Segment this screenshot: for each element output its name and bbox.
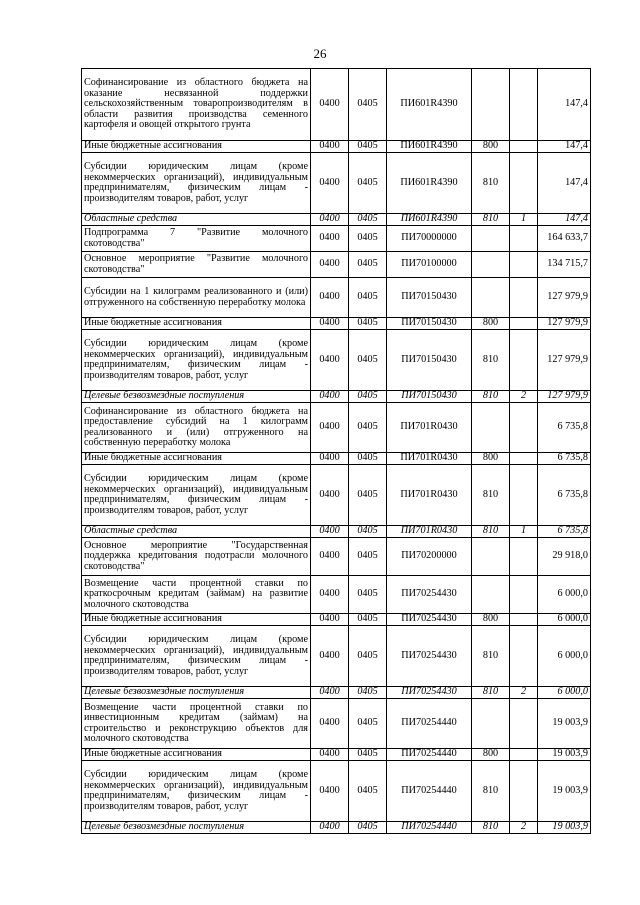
amount-cell: 147,4	[538, 153, 591, 214]
amount-cell: 19 003,9	[538, 822, 591, 834]
expense-type-cell: 810	[472, 391, 510, 403]
expense-type-cell: 810	[472, 465, 510, 526]
subsection-code-cell: 0405	[349, 226, 387, 252]
section-code-cell: 0400	[311, 538, 349, 576]
row-name-cell: Субсидии юридическим лицам (кроме некоммерческих организаций), индивидуальным предпринимателям, физическим лицам - производителям товаров, работ, услуг	[82, 330, 311, 391]
target-article-cell: ПИ70150430	[387, 391, 472, 403]
expense-type-cell	[472, 403, 510, 453]
expense-type-cell: 810	[472, 214, 510, 226]
section-code-cell: 0400	[311, 153, 349, 214]
table-row	[82, 749, 591, 761]
target-article-cell: ПИ70254440	[387, 761, 472, 822]
target-article-cell: ПИ601R4390	[387, 69, 472, 141]
table-row	[82, 391, 591, 403]
row-name-cell: Целевые безвозмездные поступления	[82, 687, 311, 699]
funding-source-cell	[510, 330, 538, 391]
amount-cell: 6 735,8	[538, 465, 591, 526]
subsection-code-cell: 0405	[349, 699, 387, 749]
row-name-cell: Субсидии юридическим лицам (кроме некоммерческих организаций), индивидуальным предпринимателям, физическим лицам - производителям товаров, работ, услуг	[82, 153, 311, 214]
subsection-code-cell: 0405	[349, 761, 387, 822]
target-article-cell: ПИ70254440	[387, 699, 472, 749]
target-article-cell: ПИ70254430	[387, 626, 472, 687]
target-article-cell: ПИ70254430	[387, 687, 472, 699]
table-row	[82, 626, 591, 687]
section-code-cell: 0400	[311, 330, 349, 391]
section-code-cell: 0400	[311, 699, 349, 749]
amount-cell: 6 735,8	[538, 403, 591, 453]
table-row	[82, 526, 591, 538]
section-code-cell: 0400	[311, 749, 349, 761]
table-row	[82, 403, 591, 453]
section-code-cell: 0400	[311, 141, 349, 153]
subsection-code-cell: 0405	[349, 69, 387, 141]
target-article-cell: ПИ70254430	[387, 614, 472, 626]
subsection-code-cell: 0405	[349, 318, 387, 330]
target-article-cell: ПИ70150430	[387, 278, 472, 318]
table-row	[82, 822, 591, 834]
subsection-code-cell: 0405	[349, 252, 387, 278]
table-row	[82, 141, 591, 153]
subsection-code-cell: 0405	[349, 749, 387, 761]
expense-type-cell: 810	[472, 330, 510, 391]
amount-cell: 164 633,7	[538, 226, 591, 252]
amount-cell: 19 003,9	[538, 699, 591, 749]
expense-type-cell	[472, 576, 510, 614]
row-name-cell: Субсидии юридическим лицам (кроме некоммерческих организаций), индивидуальным предпринимателям, физическим лицам - производителям товаров, работ, услуг	[82, 626, 311, 687]
expense-type-cell: 800	[472, 614, 510, 626]
table-row	[82, 278, 591, 318]
amount-cell: 147,4	[538, 214, 591, 226]
subsection-code-cell: 0405	[349, 141, 387, 153]
table-row	[82, 318, 591, 330]
budget-table-body	[82, 69, 591, 834]
funding-source-cell	[510, 761, 538, 822]
section-code-cell: 0400	[311, 403, 349, 453]
funding-source-cell	[510, 278, 538, 318]
funding-source-cell	[510, 403, 538, 453]
subsection-code-cell: 0405	[349, 214, 387, 226]
funding-source-cell: 2	[510, 822, 538, 834]
subsection-code-cell: 0405	[349, 626, 387, 687]
row-name-cell: Субсидии юридическим лицам (кроме некоммерческих организаций), индивидуальным предпринимателям, физическим лицам - производителям товаров, работ, услуг	[82, 465, 311, 526]
row-name-cell: Субсидии на 1 килограмм реализованного и (или) отгруженного на собственную переработку молока	[82, 278, 311, 318]
amount-cell: 29 918,0	[538, 538, 591, 576]
funding-source-cell: 1	[510, 526, 538, 538]
target-article-cell: ПИ70254440	[387, 822, 472, 834]
amount-cell: 127 979,9	[538, 318, 591, 330]
funding-source-cell	[510, 749, 538, 761]
row-name-cell: Основное мероприятие "Государственная поддержка кредитования подотрасли молочного скотоводства"	[82, 538, 311, 576]
table-row	[82, 614, 591, 626]
expense-type-cell	[472, 538, 510, 576]
section-code-cell: 0400	[311, 761, 349, 822]
table-row	[82, 699, 591, 749]
funding-source-cell	[510, 538, 538, 576]
funding-source-cell	[510, 465, 538, 526]
target-article-cell: ПИ70000000	[387, 226, 472, 252]
target-article-cell: ПИ601R4390	[387, 153, 472, 214]
row-name-cell: Субсидии юридическим лицам (кроме некоммерческих организаций), индивидуальным предпринимателям, физическим лицам - производителям товаров, работ, услуг	[82, 761, 311, 822]
row-name-cell: Софинансирование из областного бюджета на оказание несвязанной поддержки сельскохозяйственным товаропроизводителям в области развития производства семенного картофеля и овощей открытого грунта	[82, 69, 311, 141]
expense-type-cell: 810	[472, 526, 510, 538]
amount-cell: 147,4	[538, 141, 591, 153]
target-article-cell: ПИ701R0430	[387, 465, 472, 526]
expense-type-cell	[472, 252, 510, 278]
amount-cell: 134 715,7	[538, 252, 591, 278]
section-code-cell: 0400	[311, 614, 349, 626]
table-row	[82, 252, 591, 278]
row-name-cell: Подпрограмма 7 "Развитие молочного скотоводства"	[82, 226, 311, 252]
section-code-cell: 0400	[311, 226, 349, 252]
expense-type-cell: 800	[472, 318, 510, 330]
funding-source-cell	[510, 699, 538, 749]
row-name-cell: Областные средства	[82, 526, 311, 538]
funding-source-cell	[510, 153, 538, 214]
funding-source-cell: 2	[510, 391, 538, 403]
expense-type-cell: 810	[472, 687, 510, 699]
amount-cell: 19 003,9	[538, 761, 591, 822]
row-name-cell: Основное мероприятие "Развитие молочного скотоводства"	[82, 252, 311, 278]
amount-cell: 147,4	[538, 69, 591, 141]
row-name-cell: Возмещение части процентной ставки по краткосрочным кредитам (займам) на развитие молочного скотоводства	[82, 576, 311, 614]
target-article-cell: ПИ70254430	[387, 576, 472, 614]
funding-source-cell	[510, 226, 538, 252]
expense-type-cell: 800	[472, 749, 510, 761]
expense-type-cell: 810	[472, 761, 510, 822]
amount-cell: 127 979,9	[538, 330, 591, 391]
table-row	[82, 153, 591, 214]
target-article-cell: ПИ70254440	[387, 749, 472, 761]
funding-source-cell	[510, 69, 538, 141]
table-row	[82, 453, 591, 465]
row-name-cell: Иные бюджетные ассигнования	[82, 318, 311, 330]
row-name-cell: Иные бюджетные ассигнования	[82, 141, 311, 153]
row-name-cell: Иные бюджетные ассигнования	[82, 614, 311, 626]
amount-cell: 6 000,0	[538, 687, 591, 699]
subsection-code-cell: 0405	[349, 614, 387, 626]
target-article-cell: ПИ70200000	[387, 538, 472, 576]
expense-type-cell: 800	[472, 453, 510, 465]
subsection-code-cell: 0405	[349, 526, 387, 538]
page-number: 26	[313, 46, 327, 61]
section-code-cell: 0400	[311, 278, 349, 318]
expense-type-cell	[472, 699, 510, 749]
amount-cell: 6 735,8	[538, 453, 591, 465]
funding-source-cell	[510, 626, 538, 687]
table-row	[82, 226, 591, 252]
target-article-cell: ПИ701R0430	[387, 526, 472, 538]
funding-source-cell: 2	[510, 687, 538, 699]
target-article-cell: ПИ70100000	[387, 252, 472, 278]
expense-type-cell	[472, 278, 510, 318]
section-code-cell: 0400	[311, 318, 349, 330]
target-article-cell: ПИ70150430	[387, 330, 472, 391]
funding-source-cell	[510, 252, 538, 278]
amount-cell: 6 000,0	[538, 626, 591, 687]
expense-type-cell: 810	[472, 822, 510, 834]
amount-cell: 127 979,9	[538, 278, 591, 318]
section-code-cell: 0400	[311, 626, 349, 687]
table-row	[82, 576, 591, 614]
section-code-cell: 0400	[311, 252, 349, 278]
subsection-code-cell: 0405	[349, 687, 387, 699]
amount-cell: 127 979,9	[538, 391, 591, 403]
row-name-cell: Целевые безвозмездные поступления	[82, 391, 311, 403]
row-name-cell: Возмещение части процентной ставки по инвестиционным кредитам (займам) на строительство и реконструкцию объектов для молочного скотоводства	[82, 699, 311, 749]
subsection-code-cell: 0405	[349, 403, 387, 453]
funding-source-cell	[510, 576, 538, 614]
row-name-cell: Целевые безвозмездные поступления	[82, 822, 311, 834]
row-name-cell: Иные бюджетные ассигнования	[82, 749, 311, 761]
funding-source-cell	[510, 318, 538, 330]
target-article-cell: ПИ601R4390	[387, 214, 472, 226]
funding-source-cell	[510, 453, 538, 465]
table-row	[82, 761, 591, 822]
table-row	[82, 214, 591, 226]
expense-type-cell: 810	[472, 626, 510, 687]
amount-cell: 6 000,0	[538, 576, 591, 614]
table-row	[82, 465, 591, 526]
subsection-code-cell: 0405	[349, 465, 387, 526]
subsection-code-cell: 0405	[349, 330, 387, 391]
funding-source-cell	[510, 141, 538, 153]
row-name-cell: Областные средства	[82, 214, 311, 226]
section-code-cell: 0400	[311, 69, 349, 141]
budget-table	[81, 68, 591, 834]
amount-cell: 6 735,8	[538, 526, 591, 538]
expense-type-cell: 800	[472, 141, 510, 153]
section-code-cell: 0400	[311, 391, 349, 403]
funding-source-cell	[510, 614, 538, 626]
expense-type-cell: 810	[472, 153, 510, 214]
table-row	[82, 687, 591, 699]
target-article-cell: ПИ70150430	[387, 318, 472, 330]
section-code-cell: 0400	[311, 465, 349, 526]
funding-source-cell: 1	[510, 214, 538, 226]
section-code-cell: 0400	[311, 576, 349, 614]
subsection-code-cell: 0405	[349, 576, 387, 614]
table-row	[82, 330, 591, 391]
section-code-cell: 0400	[311, 822, 349, 834]
expense-type-cell	[472, 226, 510, 252]
expense-type-cell	[472, 69, 510, 141]
amount-cell: 19 003,9	[538, 749, 591, 761]
section-code-cell: 0400	[311, 526, 349, 538]
subsection-code-cell: 0405	[349, 391, 387, 403]
subsection-code-cell: 0405	[349, 153, 387, 214]
target-article-cell: ПИ701R0430	[387, 453, 472, 465]
row-name-cell: Софинансирование из областного бюджета на предоставление субсидий на 1 килограмм реализованного и (или) отгруженного на собственную переработку молока	[82, 403, 311, 453]
subsection-code-cell: 0405	[349, 538, 387, 576]
subsection-code-cell: 0405	[349, 822, 387, 834]
subsection-code-cell: 0405	[349, 453, 387, 465]
table-row	[82, 69, 591, 141]
section-code-cell: 0400	[311, 214, 349, 226]
target-article-cell: ПИ701R0430	[387, 403, 472, 453]
section-code-cell: 0400	[311, 453, 349, 465]
table-row	[82, 538, 591, 576]
section-code-cell: 0400	[311, 687, 349, 699]
amount-cell: 6 000,0	[538, 614, 591, 626]
target-article-cell: ПИ601R4390	[387, 141, 472, 153]
subsection-code-cell: 0405	[349, 278, 387, 318]
row-name-cell: Иные бюджетные ассигнования	[82, 453, 311, 465]
